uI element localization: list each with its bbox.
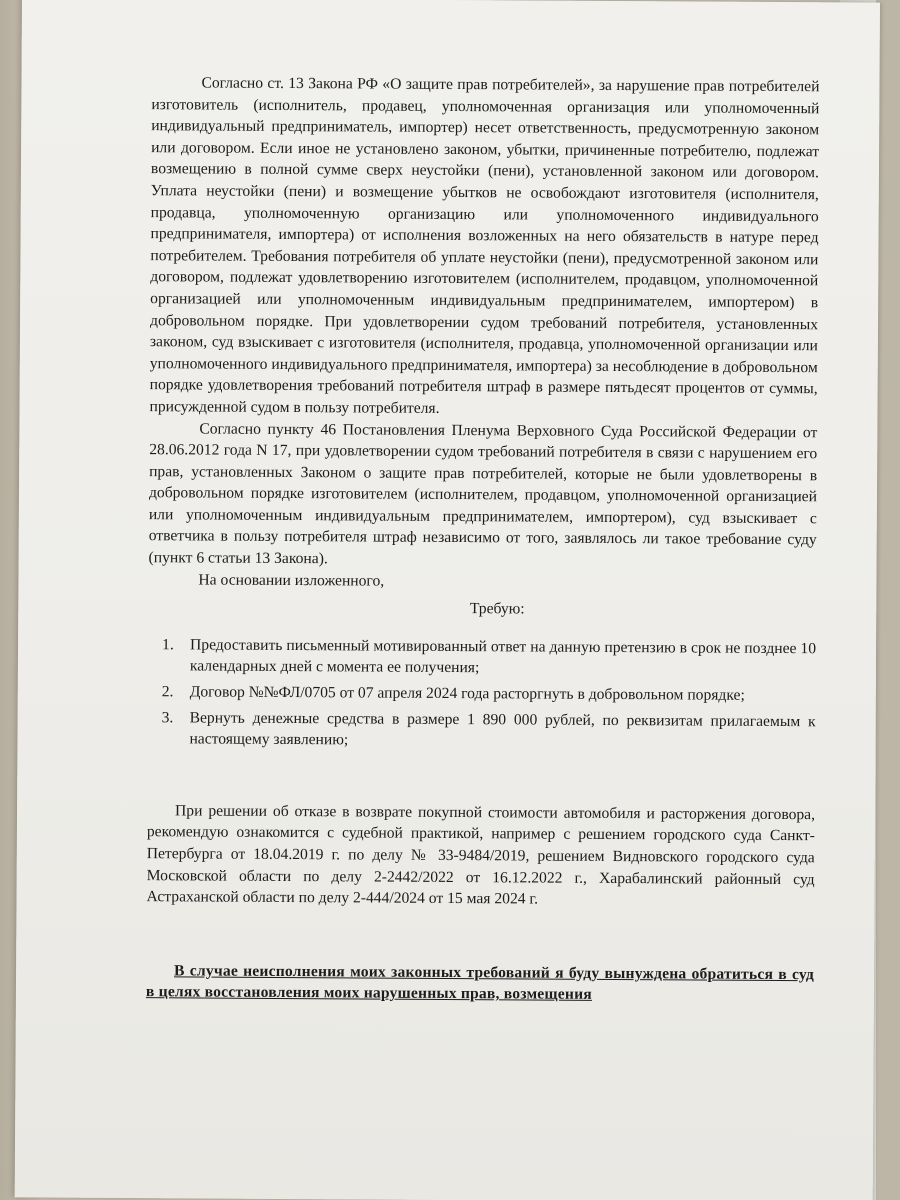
paragraph-supreme-court-resolution: Согласно пункту 46 Постановления Пленума Верховного Суда Российской Федерации от 28.06.2012 года N 17, при удовлетворении судом требований потребителя в связи с нарушением его прав, установленных Законом о защите прав потребителей, которые не были удовлетворены в добровольном порядке изготовителем (исполнителем, продавцом, уполномоченной организацией или уполномоченным индивидуальным предпринимателем, импортером), суд взыскивает с ответчика в пользу потребителя штраф независимо от того, заявлялось ли такое требование суду (пункт 6 статьи 13 Закона). [148,419,818,568]
list-item [148,681,816,707]
list-item-number: 2. [161,683,174,701]
paragraph-consumer-rights-law: Согласно ст. 13 Закона РФ «О защите прав потребителей», за нарушение прав потребителей изготовитель (исполнитель, продавец, уполномоченная организация или уполномоченный индивидуальный предприниматель, импортер) несет ответственность, предусмотренную законом или договором. Если иное не установлено законом, убытки, причиненные потребителю, подлежат возмещению в полной сумме сверх неустойки (пени), установленной законом или договором. Уплата неустойки (пени) и возмещение убытков не освобождают изготовителя (исполнителя, продавца, уполномоченную организацию или уполномоченного индивидуального предпринимателя, импортера) от исполнения возложенных на него обязательств в натуре перед потребителем. Требования потребителя об уплате неустойки (пени), предусмотренной законом или договором, подлежат удовлетворению изготовителем (исполнителем, продавцом, уполномоченной организацией или уполномоченным индивидуальным предпринимателем, импортером) в добровольном порядке. При удовлетворении судом требований потребителя, установленных законом, суд взыскивает с изготовителя (исполнителя, продавца, уполномоченной организации или уполномоченного индивидуального предпринимателя, импортера) за несоблюдение в добровольном порядке удовлетворения требований потребителя штраф в размере пятьдесят процентов от суммы, присужденной судом в пользу потребителя. [149,74,820,417]
list-item-number: 1. [162,636,174,654]
list-item [148,634,816,681]
demands-list [147,634,816,754]
desk-right-edge [876,0,900,1200]
list-item [147,707,815,754]
spacer [146,908,814,964]
paragraph-court-practice: При решении об отказе в возврате покупной стоимости автомобиля и расторжения договора, рекомендую ознакомится с судебной практикой, например с решением городского суда Санкт-Петербурга от 18.04.2019 г. по делу № 33-9484/2019, решением Видновского городского суда Московской области по делу 2-2442/2022 от 16.12.2022 г., Харабалинский районный суд Астраханской области по делу 2-444/2024 от 15 мая 2024 г. [146,802,816,908]
demand-heading: Требую: [469,600,525,618]
list-item-number: 3. [161,708,174,726]
list-item-text: Предоставить письменный мотивированный ответ на данную претензию в срок не позднее 10 календарных дней с момента ее получения; [189,636,817,677]
list-item-text: Договор №№ФЛ/0705 от 07 апреля 2024 года расторгнуть в добровольном порядке; [189,683,745,704]
spacer [147,754,815,804]
paragraph-court-warning: В случае неисполнения моих законных требований я буду вынуждена обратиться в суд в целях восстановления моих нарушенных прав, возмещения [145,962,815,1004]
document-body [146,72,820,1007]
basis-line: На основании изложенного, [198,571,385,590]
paper-sheet [15,0,880,1200]
list-item-text: Вернуть денежные средства в размере 1 890 000 рублей, по реквизитам прилагаемым к настоящему заявлению; [189,709,816,749]
